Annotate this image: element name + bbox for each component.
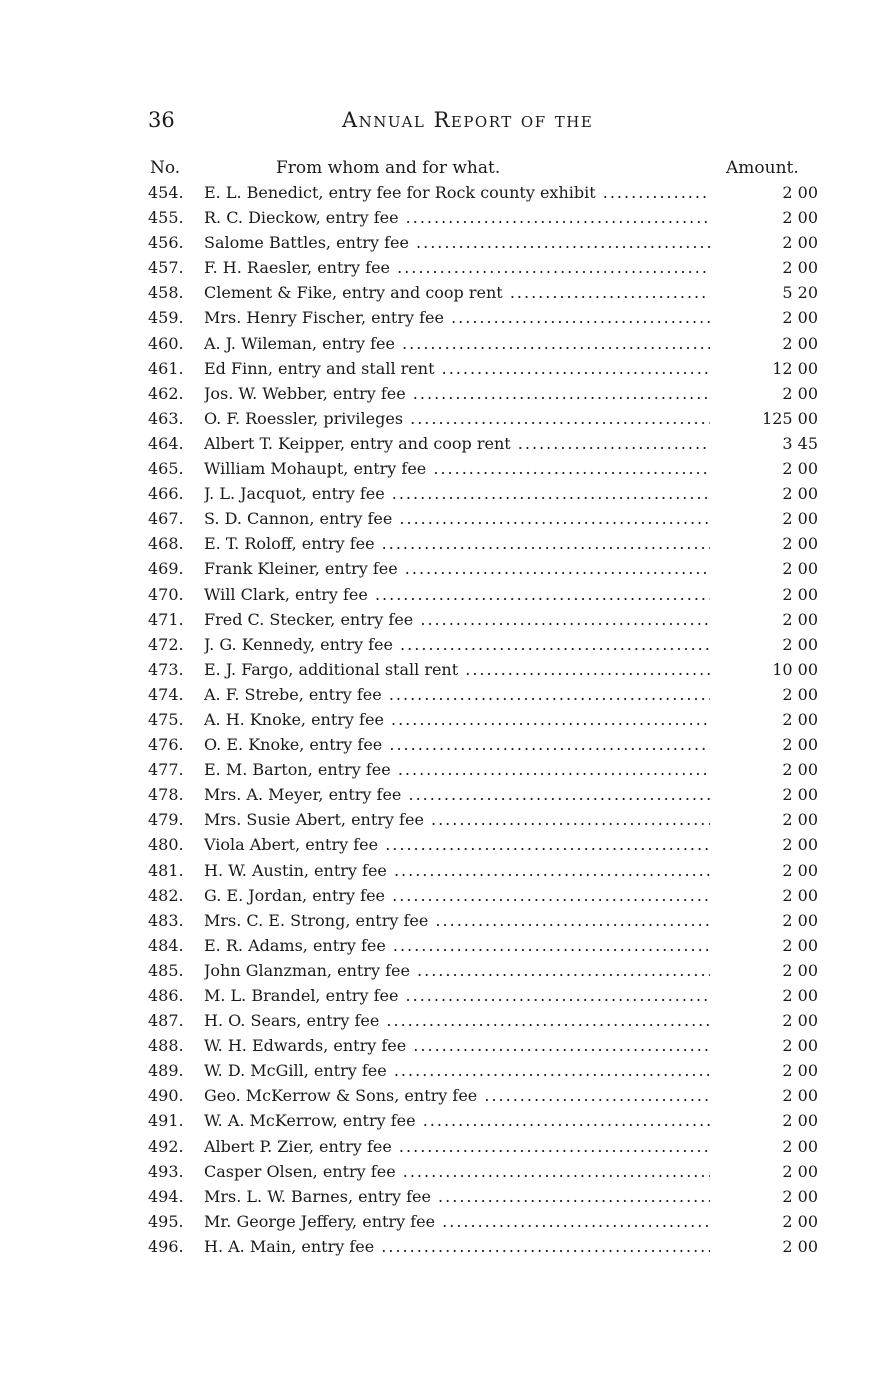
entry-amount: 2 00 bbox=[782, 1161, 818, 1181]
entry-amount: 10 00 bbox=[772, 659, 818, 679]
entry-amount: 2 00 bbox=[782, 1061, 818, 1081]
entry-number: 474. bbox=[148, 684, 184, 704]
entry-description: Frank Kleiner, entry fee ..... bbox=[204, 556, 710, 581]
entry-number: 483. bbox=[148, 910, 184, 930]
entry-number: 466. bbox=[148, 484, 184, 504]
entry-description: E. J. Fargo, additional stall rent ..... bbox=[204, 657, 710, 682]
entry-number: 482. bbox=[148, 885, 184, 905]
entry-number: 489. bbox=[148, 1061, 184, 1081]
entry-amount: 2 00 bbox=[782, 885, 818, 905]
entry-number: 485. bbox=[148, 960, 184, 980]
entry-number: 481. bbox=[148, 860, 184, 880]
entry-amount: 2 00 bbox=[782, 634, 818, 654]
entry-number: 457. bbox=[148, 258, 184, 278]
entry-amount: 2 00 bbox=[782, 509, 818, 529]
list-item bbox=[148, 933, 818, 958]
entry-number: 496. bbox=[148, 1236, 184, 1256]
entry-amount: 2 00 bbox=[782, 233, 818, 253]
list-item bbox=[148, 381, 818, 406]
entry-description: Albert T. Keipper, entry and coop rent ..... bbox=[204, 431, 710, 456]
list-item bbox=[148, 506, 818, 531]
entry-amount: 2 00 bbox=[782, 760, 818, 780]
entry-description: John Glanzman, entry fee ..... bbox=[204, 958, 710, 983]
entry-number: 462. bbox=[148, 383, 184, 403]
entry-description: Mrs. Susie Abert, entry fee ..... bbox=[204, 807, 710, 832]
list-item bbox=[148, 832, 818, 857]
entry-description: Albert P. Zier, entry fee ..... bbox=[204, 1134, 710, 1159]
entry-number: 484. bbox=[148, 935, 184, 955]
list-item bbox=[148, 180, 818, 205]
entry-amount: 2 00 bbox=[782, 383, 818, 403]
entry-amount: 2 00 bbox=[782, 1111, 818, 1131]
entry-description: W. H. Edwards, entry fee ..... bbox=[204, 1033, 710, 1058]
entry-number: 493. bbox=[148, 1161, 184, 1181]
entry-amount: 125 00 bbox=[762, 408, 818, 428]
entry-description: H. W. Austin, entry fee ..... bbox=[204, 858, 710, 883]
entry-amount: 3 45 bbox=[782, 433, 818, 453]
entry-amount: 2 00 bbox=[782, 559, 818, 579]
entry-description: Mrs. L. W. Barnes, entry fee ..... bbox=[204, 1184, 710, 1209]
entry-description: Mrs. A. Meyer, entry fee ..... bbox=[204, 782, 710, 807]
list-item bbox=[148, 331, 818, 356]
entry-number: 479. bbox=[148, 810, 184, 830]
list-item bbox=[148, 230, 818, 255]
entry-description: R. C. Dieckow, entry fee ..... bbox=[204, 205, 710, 230]
entry-description: F. H. Raesler, entry fee ..... bbox=[204, 255, 710, 280]
list-item bbox=[148, 908, 818, 933]
entry-amount: 2 00 bbox=[782, 609, 818, 629]
entry-amount: 2 00 bbox=[782, 258, 818, 278]
list-item bbox=[148, 732, 818, 757]
entry-description: E. M. Barton, entry fee ..... bbox=[204, 757, 710, 782]
entry-number: 495. bbox=[148, 1211, 184, 1231]
column-header-amount: Amount. bbox=[726, 158, 799, 178]
list-item bbox=[148, 1184, 818, 1209]
entry-number: 458. bbox=[148, 283, 184, 303]
list-item bbox=[148, 682, 818, 707]
entry-description: E. T. Roloff, entry fee ..... bbox=[204, 531, 710, 556]
entry-number: 488. bbox=[148, 1036, 184, 1056]
entry-number: 475. bbox=[148, 709, 184, 729]
entry-description: Mrs. C. E. Strong, entry fee ..... bbox=[204, 908, 710, 933]
entry-amount: 2 00 bbox=[782, 709, 818, 729]
list-item bbox=[148, 1108, 818, 1133]
entry-description: A. J. Wileman, entry fee ..... bbox=[204, 331, 710, 356]
list-item bbox=[148, 883, 818, 908]
entry-description: A. H. Knoke, entry fee ..... bbox=[204, 707, 710, 732]
list-item bbox=[148, 1159, 818, 1184]
entry-number: 471. bbox=[148, 609, 184, 629]
running-head: Annual Report of the bbox=[342, 108, 594, 132]
entry-amount: 2 00 bbox=[782, 684, 818, 704]
entry-number: 459. bbox=[148, 308, 184, 328]
entry-amount: 2 00 bbox=[782, 960, 818, 980]
entry-amount: 2 00 bbox=[782, 183, 818, 202]
list-item bbox=[148, 657, 818, 682]
entry-description: Clement & Fike, entry and coop rent ..... bbox=[204, 280, 710, 305]
entry-number: 460. bbox=[148, 333, 184, 353]
entry-amount: 2 00 bbox=[782, 810, 818, 830]
entry-number: 492. bbox=[148, 1136, 184, 1156]
entry-description: Jos. W. Webber, entry fee ..... bbox=[204, 381, 710, 406]
entry-number: 463. bbox=[148, 408, 184, 428]
entry-description: O. F. Roessler, privileges ..... bbox=[204, 406, 710, 431]
entry-description: M. L. Brandel, entry fee ..... bbox=[204, 983, 710, 1008]
list-item bbox=[148, 1234, 818, 1259]
entry-description: O. E. Knoke, entry fee ..... bbox=[204, 732, 710, 757]
list-item bbox=[148, 356, 818, 381]
column-header-from: From whom and for what. bbox=[276, 158, 501, 178]
list-item bbox=[148, 582, 818, 607]
entry-amount: 2 00 bbox=[782, 308, 818, 328]
entry-number: 467. bbox=[148, 509, 184, 529]
page-number: 36 bbox=[148, 108, 175, 132]
entry-description: Geo. McKerrow & Sons, entry fee ..... bbox=[204, 1083, 710, 1108]
entry-number: 486. bbox=[148, 986, 184, 1005]
entry-description: Casper Olsen, entry fee ..... bbox=[204, 1159, 710, 1184]
entry-description: W. A. McKerrow, entry fee ..... bbox=[204, 1108, 710, 1133]
list-item bbox=[148, 406, 818, 431]
entry-amount: 2 00 bbox=[782, 1011, 818, 1031]
entry-amount: 2 00 bbox=[782, 208, 818, 228]
entry-number: 468. bbox=[148, 534, 184, 554]
list-item bbox=[148, 707, 818, 732]
entry-amount: 12 00 bbox=[772, 358, 818, 378]
list-item bbox=[148, 958, 818, 983]
entry-amount: 2 00 bbox=[782, 835, 818, 855]
entry-description: William Mohaupt, entry fee ..... bbox=[204, 456, 710, 481]
entry-amount: 2 00 bbox=[782, 333, 818, 353]
entry-number: 490. bbox=[148, 1086, 184, 1106]
list-item bbox=[148, 255, 818, 280]
entry-amount: 2 00 bbox=[782, 459, 818, 479]
list-item bbox=[148, 632, 818, 657]
list-item bbox=[148, 481, 818, 506]
list-item bbox=[148, 607, 818, 632]
entry-number: 472. bbox=[148, 634, 184, 654]
list-item bbox=[148, 1083, 818, 1108]
entry-description: G. E. Jordan, entry fee ..... bbox=[204, 883, 710, 908]
entry-number: 470. bbox=[148, 584, 184, 604]
list-item bbox=[148, 431, 818, 456]
list-item bbox=[148, 782, 818, 807]
entry-number: 473. bbox=[148, 659, 184, 679]
entry-amount: 2 00 bbox=[782, 584, 818, 604]
entry-number: 469. bbox=[148, 559, 184, 579]
entry-amount: 2 00 bbox=[782, 910, 818, 930]
list-item bbox=[148, 807, 818, 832]
entry-number: 494. bbox=[148, 1186, 184, 1206]
list-item bbox=[148, 1058, 818, 1083]
entry-description: Ed Finn, entry and stall rent ..... bbox=[204, 356, 710, 381]
entry-amount: 2 00 bbox=[782, 1086, 818, 1106]
entry-number: 476. bbox=[148, 735, 184, 755]
entry-description: E. R. Adams, entry fee ..... bbox=[204, 933, 710, 958]
list-item bbox=[148, 757, 818, 782]
entry-description: Mrs. Henry Fischer, entry fee ..... bbox=[204, 305, 710, 330]
column-header-no: No. bbox=[150, 158, 181, 178]
entry-amount: 2 00 bbox=[782, 1136, 818, 1156]
list-item bbox=[148, 205, 818, 230]
entry-amount: 2 00 bbox=[782, 860, 818, 880]
entry-amount: 2 00 bbox=[782, 1236, 818, 1256]
entry-number: 477. bbox=[148, 760, 184, 780]
entry-number: 478. bbox=[148, 785, 184, 805]
entries-list bbox=[148, 180, 818, 1259]
list-item bbox=[148, 1008, 818, 1033]
entry-amount: 2 00 bbox=[782, 935, 818, 955]
entry-description: S. D. Cannon, entry fee ..... bbox=[204, 506, 710, 531]
entry-number: 487. bbox=[148, 1011, 184, 1031]
entry-number: 455. bbox=[148, 208, 184, 228]
list-item bbox=[148, 531, 818, 556]
list-item bbox=[148, 280, 818, 305]
list-item bbox=[148, 556, 818, 581]
entry-description: W. D. McGill, entry fee ..... bbox=[204, 1058, 710, 1083]
entry-number: 454. bbox=[148, 183, 184, 202]
entry-amount: 2 00 bbox=[782, 1186, 818, 1206]
entry-amount: 5 20 bbox=[782, 283, 818, 303]
entry-amount: 2 00 bbox=[782, 986, 818, 1005]
list-item bbox=[148, 1209, 818, 1234]
entry-amount: 2 00 bbox=[782, 534, 818, 554]
entry-description: H. A. Main, entry fee ..... bbox=[204, 1234, 710, 1259]
entry-number: 491. bbox=[148, 1111, 184, 1131]
list-item bbox=[148, 1033, 818, 1058]
entry-number: 480. bbox=[148, 835, 184, 855]
entry-description: Viola Abert, entry fee ..... bbox=[204, 832, 710, 857]
entry-number: 461. bbox=[148, 358, 184, 378]
entry-description: J. G. Kennedy, entry fee ..... bbox=[204, 632, 710, 657]
entry-description: A. F. Strebe, entry fee ..... bbox=[204, 682, 710, 707]
entry-description: H. O. Sears, entry fee ..... bbox=[204, 1008, 710, 1033]
list-item bbox=[148, 858, 818, 883]
entry-number: 456. bbox=[148, 233, 184, 253]
list-item bbox=[148, 983, 818, 1008]
entry-description: Mr. George Jeffery, entry fee ..... bbox=[204, 1209, 710, 1234]
entry-amount: 2 00 bbox=[782, 785, 818, 805]
list-item bbox=[148, 305, 818, 330]
entry-description: J. L. Jacquot, entry fee ..... bbox=[204, 481, 710, 506]
entry-description: E. L. Benedict, entry fee for Rock county exhibit ..... bbox=[204, 180, 710, 205]
list-item bbox=[148, 456, 818, 481]
entry-description: Fred C. Stecker, entry fee ..... bbox=[204, 607, 710, 632]
entry-amount: 2 00 bbox=[782, 735, 818, 755]
entry-amount: 2 00 bbox=[782, 484, 818, 504]
entry-amount: 2 00 bbox=[782, 1036, 818, 1056]
entry-number: 464. bbox=[148, 433, 184, 453]
entry-description: Salome Battles, entry fee ..... bbox=[204, 230, 710, 255]
entry-amount: 2 00 bbox=[782, 1211, 818, 1231]
entry-description: Will Clark, entry fee ..... bbox=[204, 582, 710, 607]
list-item bbox=[148, 1134, 818, 1159]
entry-number: 465. bbox=[148, 459, 184, 479]
